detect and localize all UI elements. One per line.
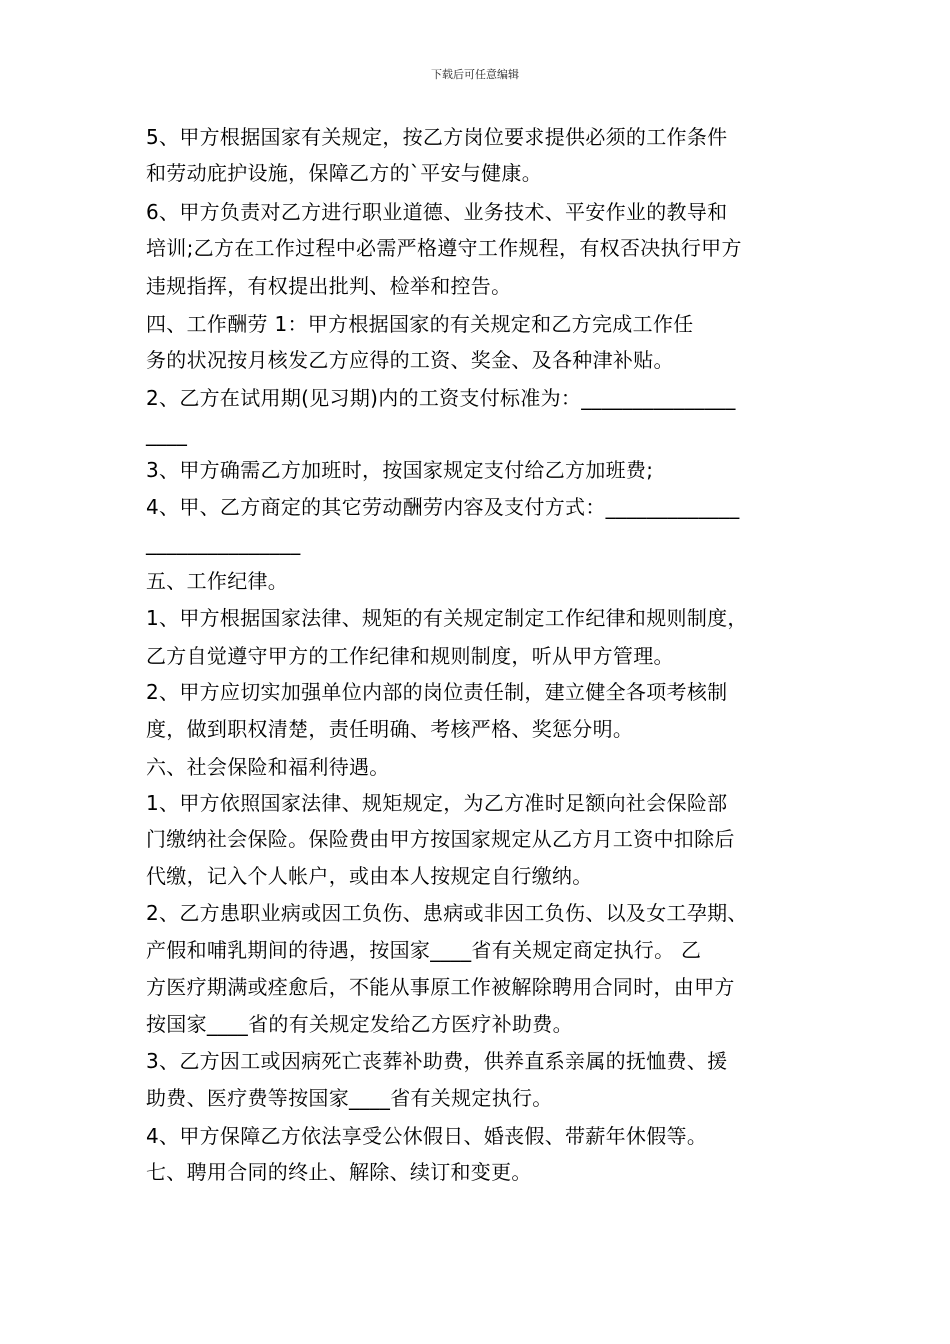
page-header-note: 下载后可任意编辑 — [431, 68, 519, 81]
text-line: 2、乙方患职业病或因工负伤、患病或非因工负伤、以及女工孕期、 — [146, 901, 748, 925]
text-line: 4、甲、乙方商定的其它劳动酬劳内容及支付方式：_____________ — [146, 495, 740, 519]
text-line: 门缴纳社会保险。保险费由甲方按国家规定从乙方月工资中扣除后 — [146, 827, 735, 851]
text-line: 2、甲方应切实加强单位内部的岗位责任制，建立健全各项考核制 — [146, 680, 728, 704]
text-line: 培训;乙方在工作过程中必需严格遵守工作规程，有权否决执行甲方 — [146, 236, 742, 260]
text-line: 务的状况按月核发乙方应得的工资、奖金、及各种津补贴。 — [146, 348, 674, 372]
text-line: 6、甲方负责对乙方进行职业道德、业务技术、平安作业的教导和 — [146, 200, 728, 224]
text-line: 方医疗期满或痊愈后，不能从事原工作被解除聘用合同时，由甲方 — [146, 975, 735, 999]
text-line: 度，做到职权清楚，责任明确、考核严格、奖惩分明。 — [146, 717, 634, 741]
section-heading-line: 五、工作纪律。 — [146, 569, 289, 593]
section-heading-line: 四、工作酬劳 1：甲方根据国家的有关规定和乙方完成工作任 — [146, 312, 694, 336]
text-line: 助费、医疗费等按国家____省有关规定执行。 — [146, 1086, 553, 1110]
text-line: 2、乙方在试用期(见习期)内的工资支付标准为：_______________ — [146, 386, 736, 410]
text-line: ____ — [146, 422, 188, 446]
text-line: 代缴，记入个人帐户，或由本人按规定自行缴纳。 — [146, 864, 593, 888]
text-line: 乙方自觉遵守甲方的工作纪律和规则制度，听从甲方管理。 — [146, 644, 674, 668]
text-line: 1、甲方根据国家法律、规矩的有关规定制定工作纪律和规则制度， — [146, 606, 748, 630]
text-line: 4、甲方保障乙方依法享受公休假日、婚丧假、带薪年休假等。 — [146, 1124, 708, 1148]
section-heading-line: 六、社会保险和福利待遇。 — [146, 755, 390, 779]
text-line: 3、甲方确需乙方加班时，按国家规定支付给乙方加班费; — [146, 458, 654, 482]
text-line: 1、甲方依照国家法律、规矩规定，为乙方准时足额向社会保险部 — [146, 791, 728, 815]
text-line: 5、甲方根据国家有关规定，按乙方岗位要求提供必须的工作条件 — [146, 125, 728, 149]
text-line: 按国家____省的有关规定发给乙方医疗补助费。 — [146, 1012, 573, 1036]
section-heading-line: 七、聘用合同的终止、解除、续订和变更。 — [146, 1160, 532, 1184]
text-line: _______________ — [146, 531, 301, 555]
text-line: 3、乙方因工或因病死亡丧葬补助费，供养直系亲属的抚恤费、援 — [146, 1049, 728, 1073]
text-line: 违规指挥，有权提出批判、检举和控告。 — [146, 274, 512, 298]
text-line: 和劳动庇护设施，保障乙方的`平安与健康。 — [146, 161, 542, 185]
text-line: 产假和哺乳期间的待遇，按国家____省有关规定商定执行。 乙 — [146, 938, 702, 962]
